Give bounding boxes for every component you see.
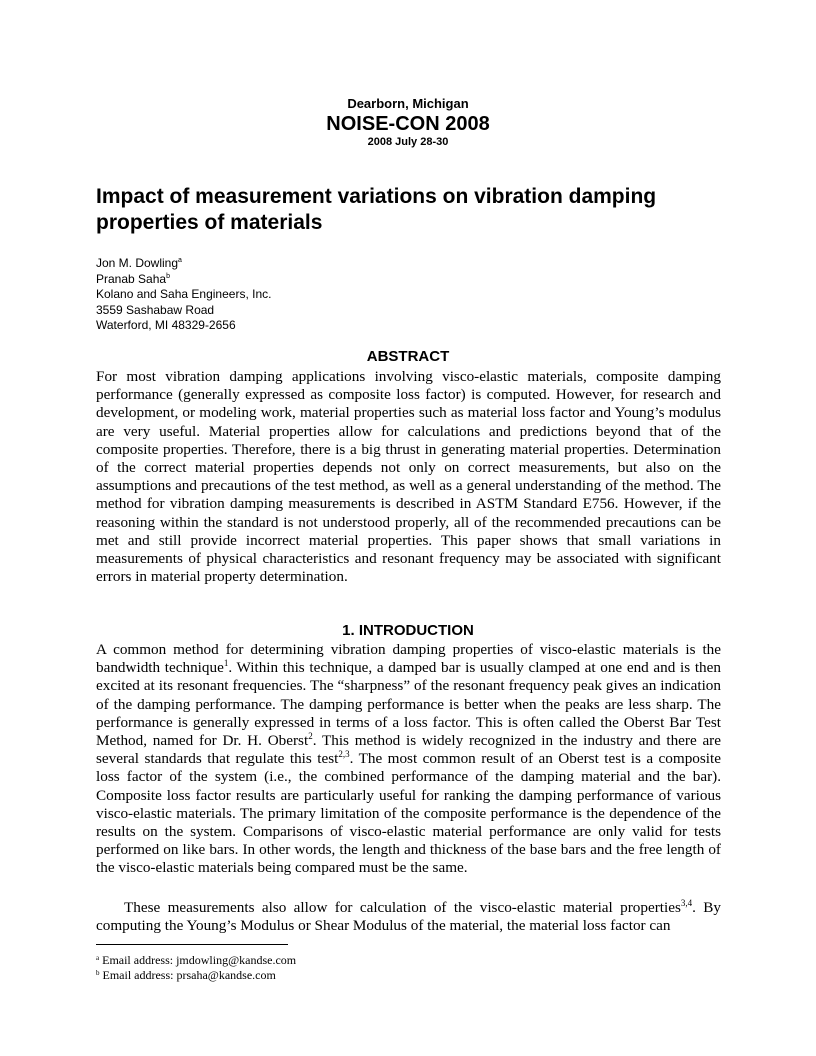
intro-p2-text-a: These measurements also allow for calculation of the visco-elastic material properties [124, 899, 681, 916]
author-2 [96, 272, 271, 288]
footnote-a [96, 953, 296, 968]
introduction-paragraph-1 [96, 641, 721, 878]
author-1-footnote-mark: a [178, 257, 182, 264]
citation-1: 1 [223, 658, 229, 669]
author-1-name: Jon M. Dowling [96, 256, 179, 270]
abstract-heading: ABSTRACT [366, 348, 450, 365]
author-street: 3559 Sashabaw Road [96, 302, 215, 317]
footnote-divider [96, 944, 288, 945]
intro-p2-text-b: . By computing the Young’s Modulus or Shear Modulus of the material, the material loss factor can [96, 899, 721, 935]
footnote-b-mark: b [96, 969, 100, 977]
author-1 [96, 256, 271, 272]
conference-name: NOISE-CON 2008 [326, 113, 490, 135]
intro-p1-text-a: A common method for determining vibration damping properties of visco-elastic materials is the bandwidth technique [96, 641, 721, 677]
author-city: Waterford, MI 48329-2656 [96, 318, 236, 333]
footnotes [96, 953, 296, 983]
conference-date: 2008 July 28-30 [367, 136, 449, 148]
introduction-heading: 1. INTRODUCTION [342, 622, 474, 639]
author-block [96, 256, 271, 334]
footnote-a-mark: a [96, 954, 100, 962]
intro-p1-text-b: . Within this technique, a damped bar is usually clamped at one end and is then excited at its resonant frequencies. The “sharpness” of the resonant frequency peak gives an indication of the damping performance. The damping performance is better when the peaks are less sharp. The performance is generally expressed in terms of a loss factor. This is often called the Oberst Bar Test Method, named for Dr. H. Oberst [96, 659, 721, 750]
footnote-a-text: Email address: jmdowling@kandse.com [102, 953, 297, 967]
introduction-paragraph-2 [96, 899, 721, 935]
paper-title: Impact of measurement variations on vibration damping properties of materials [96, 185, 657, 234]
citation-2: 2 [308, 731, 313, 742]
author-2-name: Pranab Saha [96, 271, 167, 286]
footnote-b-text: Email address: prsaha@kandse.com [102, 968, 276, 982]
footnote-b [96, 968, 296, 983]
author-2-footnote-mark: b [166, 272, 170, 280]
conference-location: Dearborn, Michigan [347, 96, 469, 111]
intro-p1-text-d: . The most common result of an Oberst test is a composite loss factor of the system (i.e., the combined performance of the damping material and the bar). Composite loss factor results are particularly useful for ranking the damping performance of various visco-elastic materials. The primary limitation of the composite performance is the dependence of the results on the system. Comparisons of visco-elastic material performance are only valid for tests performed on like bars. In other words, the length and thickness of the base bars and the free length of the visco-elastic materials being compared must be the same. [96, 750, 721, 877]
citation-3-4: 3,4 [680, 898, 693, 908]
citation-2-3: 2,3 [338, 749, 350, 760]
intro-p1-text-c: . This method is widely recognized in the industry and there are several standards that regulate this test [96, 732, 721, 768]
abstract-text: For most vibration damping applications involving visco-elastic materials, composite damping performance (generally expressed as composite loss factor) is computed. However, for research and development, or modeling work, material properties such as material loss factor and Young’s modulus are very useful. Material properties allow for calculations and predictions beyond that of the composite properties. Therefore, there is a big thrust in generating material properties. Determination of the correct material properties depends not only on correct measurements, but also on the assumptions and precautions of the test method, as well as a general understanding of the method. The method for vibration damping measurements is described in ASTM Standard E756. However, if the reasoning within the standard is not understood properly, all of the recommended precautions can be met and still provide incorrect material properties. This paper shows that small variations in measurements of physical characteristics and resonant frequency may be associated with significant errors in material property determination. [96, 368, 721, 586]
author-affiliation: Kolano and Saha Engineers, Inc. [96, 287, 272, 302]
